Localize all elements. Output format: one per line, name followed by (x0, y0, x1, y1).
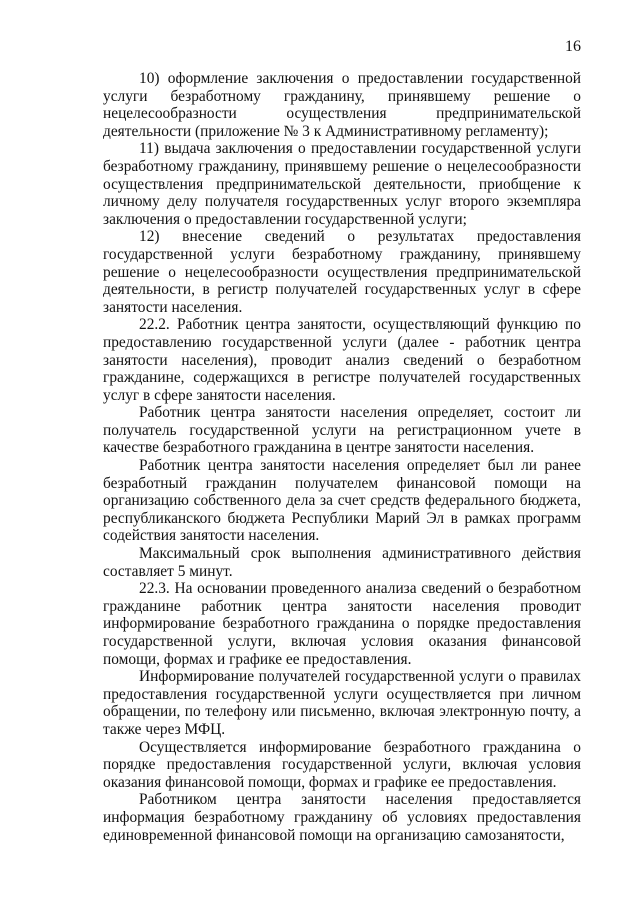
paragraph-section-22-2: 22.2. Работник центра занятости, осуществляющий функцию по предоставлению государственной услуги (далее - работник центра занятости населения), проводит анализ сведений о безработном гражданине, содержащихся в регистре получателей государственных услуг в сфере занятости населения. (103, 316, 581, 404)
page-number: 16 (565, 38, 581, 55)
document-body (103, 70, 581, 844)
paragraph-informing-methods: Информирование получателей государственной услуги о правилах предоставления государственной услуги осуществляется при личном обращении, по телефону или письменно, включая электронную почту, а также через МФЦ. (103, 668, 581, 738)
paragraph-informing-content: Осуществляется информирование безработного гражданина о порядке предоставления государственной услуги, включая условия оказания финансовой помощи, формах и графике ее предоставления. (103, 738, 581, 791)
paragraph-registration-check: Работник центра занятости населения определяет, состоит ли получатель государственной услуги на регистрационном учете в качестве безработного гражданина в центре занятости населения. (103, 404, 581, 457)
paragraph-self-employment-info: Работником центра занятости населения предоставляется информация безработному гражданину об условиях предоставления единовременной финансовой помощи на организацию самозанятости, (103, 791, 581, 844)
paragraph-section-22-3: 22.3. На основании проведенного анализа сведений о безработном гражданине работник центра занятости населения проводит информирование безработного гражданина о порядке предоставления государственной услуги, включая условия оказания финансовой помощи, формах и графике ее предоставления. (103, 580, 581, 668)
paragraph-max-duration: Максимальный срок выполнения административного действия составляет 5 минут. (103, 545, 581, 580)
paragraph-previous-assistance-check: Работник центра занятости населения определяет был ли ранее безработный гражданин получателем финансовой помощи на организацию собственного дела за счет средств федерального бюджета, республиканского бюджета Республики Марий Эл в рамках программ содействия занятости населения. (103, 457, 581, 545)
paragraph-item-12: 12) внесение сведений о результатах предоставления государственной услуги безработному гражданину, принявшему решение о нецелесообразности осуществления предпринимательской деятельности, в регистр получателей государственных услуг в сфере занятости населения. (103, 228, 581, 316)
paragraph-item-11: 11) выдача заключения о предоставлении государственной услуги безработному гражданину, принявшему решение о нецелесообразности осуществления предпринимательской деятельности, приобщение к личному делу получателя государственных услуг второго экземпляра заключения о предоставлении государственной услуги; (103, 140, 581, 228)
paragraph-item-10: 10) оформление заключения о предоставлении государственной услуги безработному гражданину, принявшему решение о нецелесообразности осуществления предпринимательской деятельности (приложение № 3 к Административному регламенту); (103, 70, 581, 140)
